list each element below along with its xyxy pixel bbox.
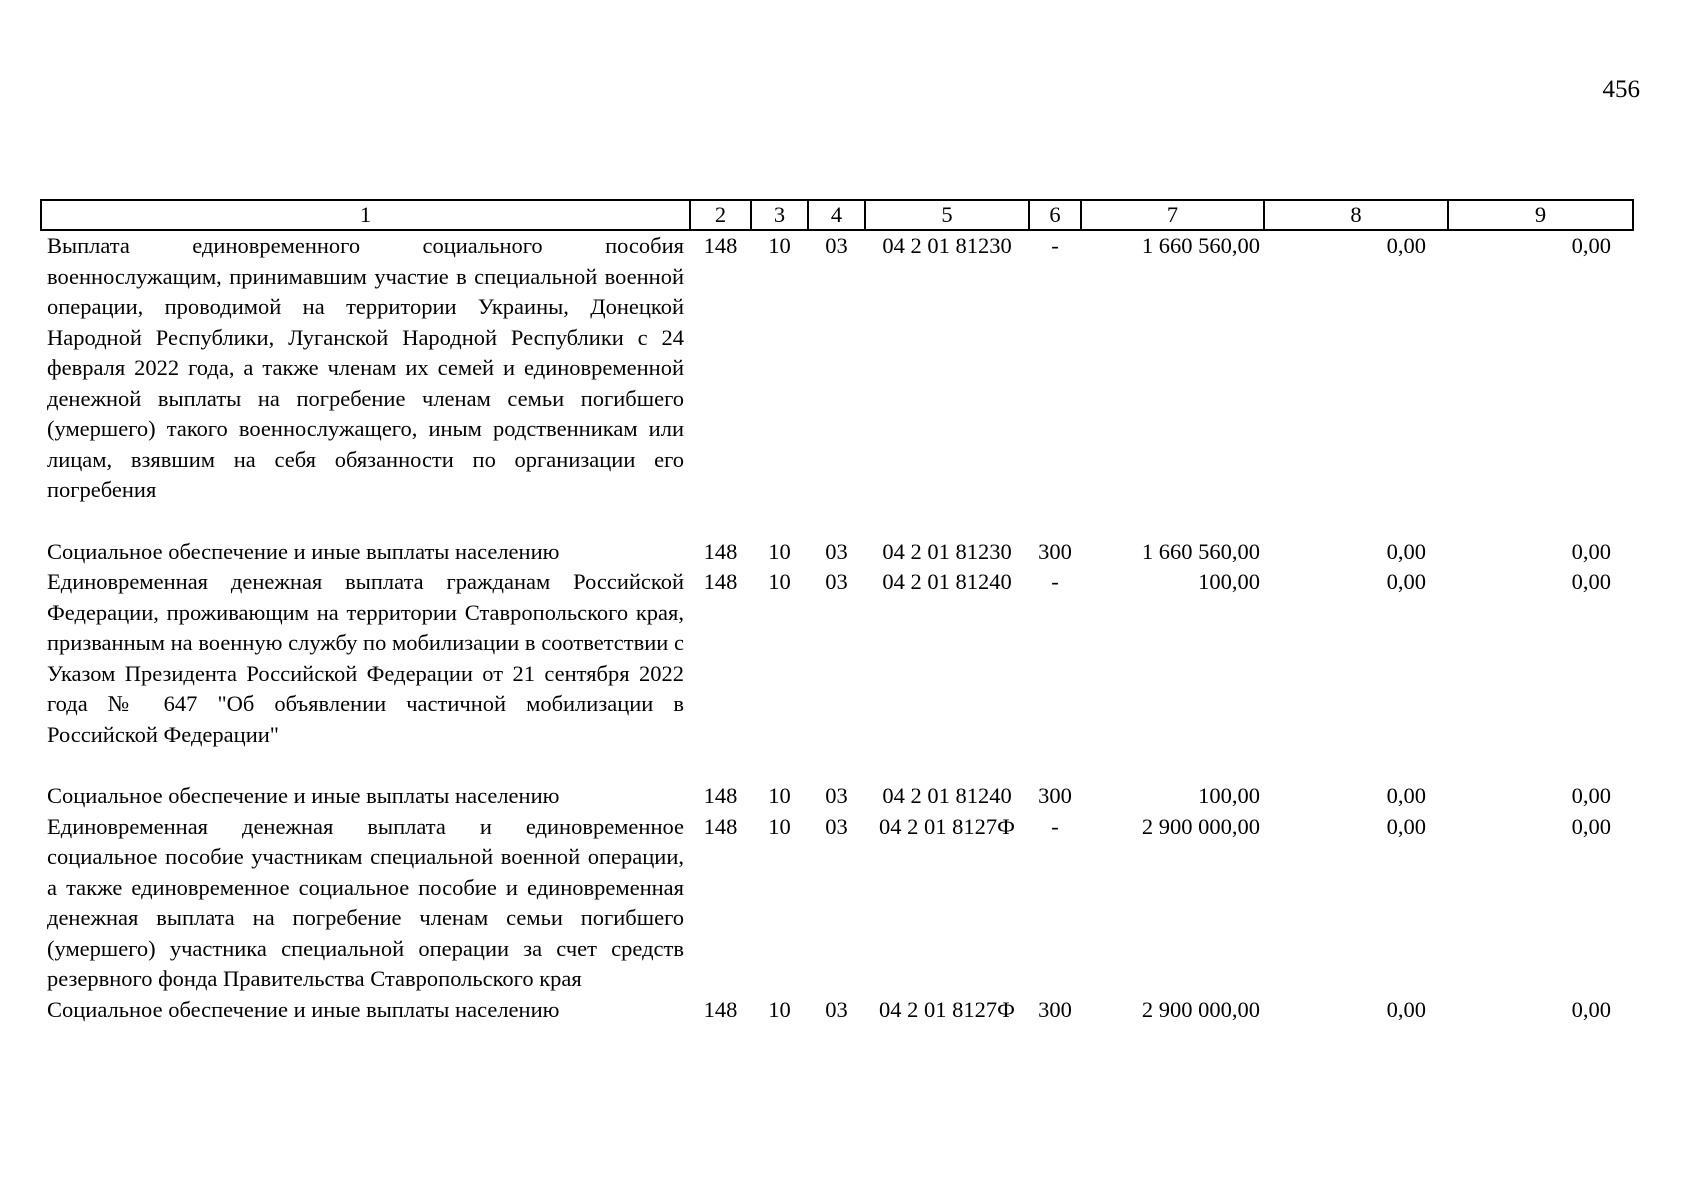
table-row: [41, 995, 1633, 1026]
column-header: 8: [1264, 200, 1448, 230]
row-vr: -: [1051, 813, 1059, 839]
row-sum-3: 0,00: [1571, 783, 1611, 808]
row-pr: 03: [825, 813, 848, 839]
row-csr: 04 2 01 81240: [882, 569, 1012, 594]
page-number: 456: [1602, 76, 1640, 103]
row-vr: -: [1051, 233, 1059, 258]
row-rz: 10: [768, 783, 791, 808]
row-sum-3: 0,00: [1571, 233, 1611, 258]
row-sum-2: 0,00: [1386, 813, 1426, 839]
row-sum-2: 0,00: [1386, 538, 1426, 564]
column-header: 7: [1081, 200, 1264, 230]
row-rz: 10: [768, 813, 791, 839]
column-header: 4: [808, 200, 865, 230]
row-sum-2: 0,00: [1386, 996, 1426, 1022]
row-vr: -: [1051, 569, 1059, 594]
row-sum-3: 0,00: [1571, 996, 1611, 1022]
row-name: Единовременная денежная выплата гражданам Российской Федерации, проживающим на территории Ставропольского края, призванным на военную службу по мобилизации в соответствии с Указом Президента Российской Федерации от 21 сентября 2022 года № 647 "Об объявлении частичной мобилизации в Российской Федерации": [47, 569, 684, 747]
table-header-row: [41, 200, 1633, 230]
row-sum-1: 100,00: [1198, 783, 1260, 808]
row-csr: 04 2 01 8127Ф: [879, 813, 1015, 839]
row-name: Единовременная денежная выплата и единовременное социальное пособие участникам специальной военной операции, а также единовременное социальное пособие и единовременная денежная выплата на погребение членам семьи погибшего (умершего) участника специальной операции за счет средств резервного фонда Правительства Ставропольского края: [47, 813, 684, 991]
column-header: 1: [41, 200, 690, 230]
row-sum-1: 100,00: [1198, 569, 1260, 594]
row-sum-2: 0,00: [1386, 569, 1426, 594]
row-rz: 10: [768, 569, 791, 594]
row-name: Социальное обеспечение и иные выплаты населению: [47, 996, 560, 1022]
table-row: [41, 230, 1633, 537]
row-csr: 04 2 01 81230: [882, 233, 1012, 258]
row-sum-3: 0,00: [1571, 569, 1611, 594]
row-vr: 300: [1038, 783, 1072, 808]
table-row: [41, 537, 1633, 568]
row-rz: 10: [768, 233, 791, 258]
row-name: Выплата единовременного социального пособия военнослужащим, принимавшим участие в специальной военной операции, проводимой на территории Украины, Донецкой Народной Республики, Луганской Народной Республики с 24 февраля 2022 года, а также членам их семей и единовременной денежной выплаты на погребение членам семьи погибшего (умершего) такого военнослужащего, иным родственникам или лицам, взявшим на себя обязанности по организации его погребения: [47, 233, 684, 502]
row-sum-3: 0,00: [1571, 538, 1611, 564]
row-name: Социальное обеспечение и иные выплаты населению: [47, 783, 560, 808]
row-ved: 148: [703, 996, 738, 1022]
row-pr: 03: [825, 569, 848, 594]
row-sum-3: 0,00: [1571, 813, 1611, 839]
column-header: 5: [865, 200, 1029, 230]
row-sum-1: 2 900 000,00: [1141, 813, 1260, 839]
row-vr: 300: [1038, 538, 1072, 564]
row-sum-1: 1 660 560,00: [1141, 538, 1260, 564]
row-ved: 148: [703, 569, 738, 594]
row-sum-1: 1 660 560,00: [1141, 233, 1260, 258]
row-pr: 03: [825, 996, 848, 1022]
row-csr: 04 2 01 81230: [882, 538, 1012, 564]
row-ved: 148: [703, 813, 738, 839]
row-csr: 04 2 01 81240: [882, 783, 1012, 808]
row-pr: 03: [825, 233, 848, 258]
table-row: [41, 781, 1633, 812]
table-row: [41, 567, 1633, 781]
row-sum-2: 0,00: [1386, 783, 1426, 808]
row-rz: 10: [768, 538, 791, 564]
row-vr: 300: [1038, 996, 1072, 1022]
column-header: 2: [690, 200, 751, 230]
row-sum-1: 2 900 000,00: [1141, 996, 1260, 1022]
column-header: 3: [751, 200, 808, 230]
row-sum-2: 0,00: [1386, 233, 1426, 258]
row-ved: 148: [703, 783, 738, 808]
row-name: Социальное обеспечение и иные выплаты населению: [47, 538, 560, 564]
column-header: 9: [1448, 200, 1633, 230]
row-rz: 10: [768, 996, 791, 1022]
row-csr: 04 2 01 8127Ф: [879, 996, 1015, 1022]
table-row: [41, 812, 1633, 995]
row-pr: 03: [825, 538, 848, 564]
row-pr: 03: [825, 783, 848, 808]
budget-table: [40, 199, 1634, 1025]
column-header: 6: [1029, 200, 1081, 230]
row-ved: 148: [703, 233, 738, 258]
row-ved: 148: [703, 538, 738, 564]
